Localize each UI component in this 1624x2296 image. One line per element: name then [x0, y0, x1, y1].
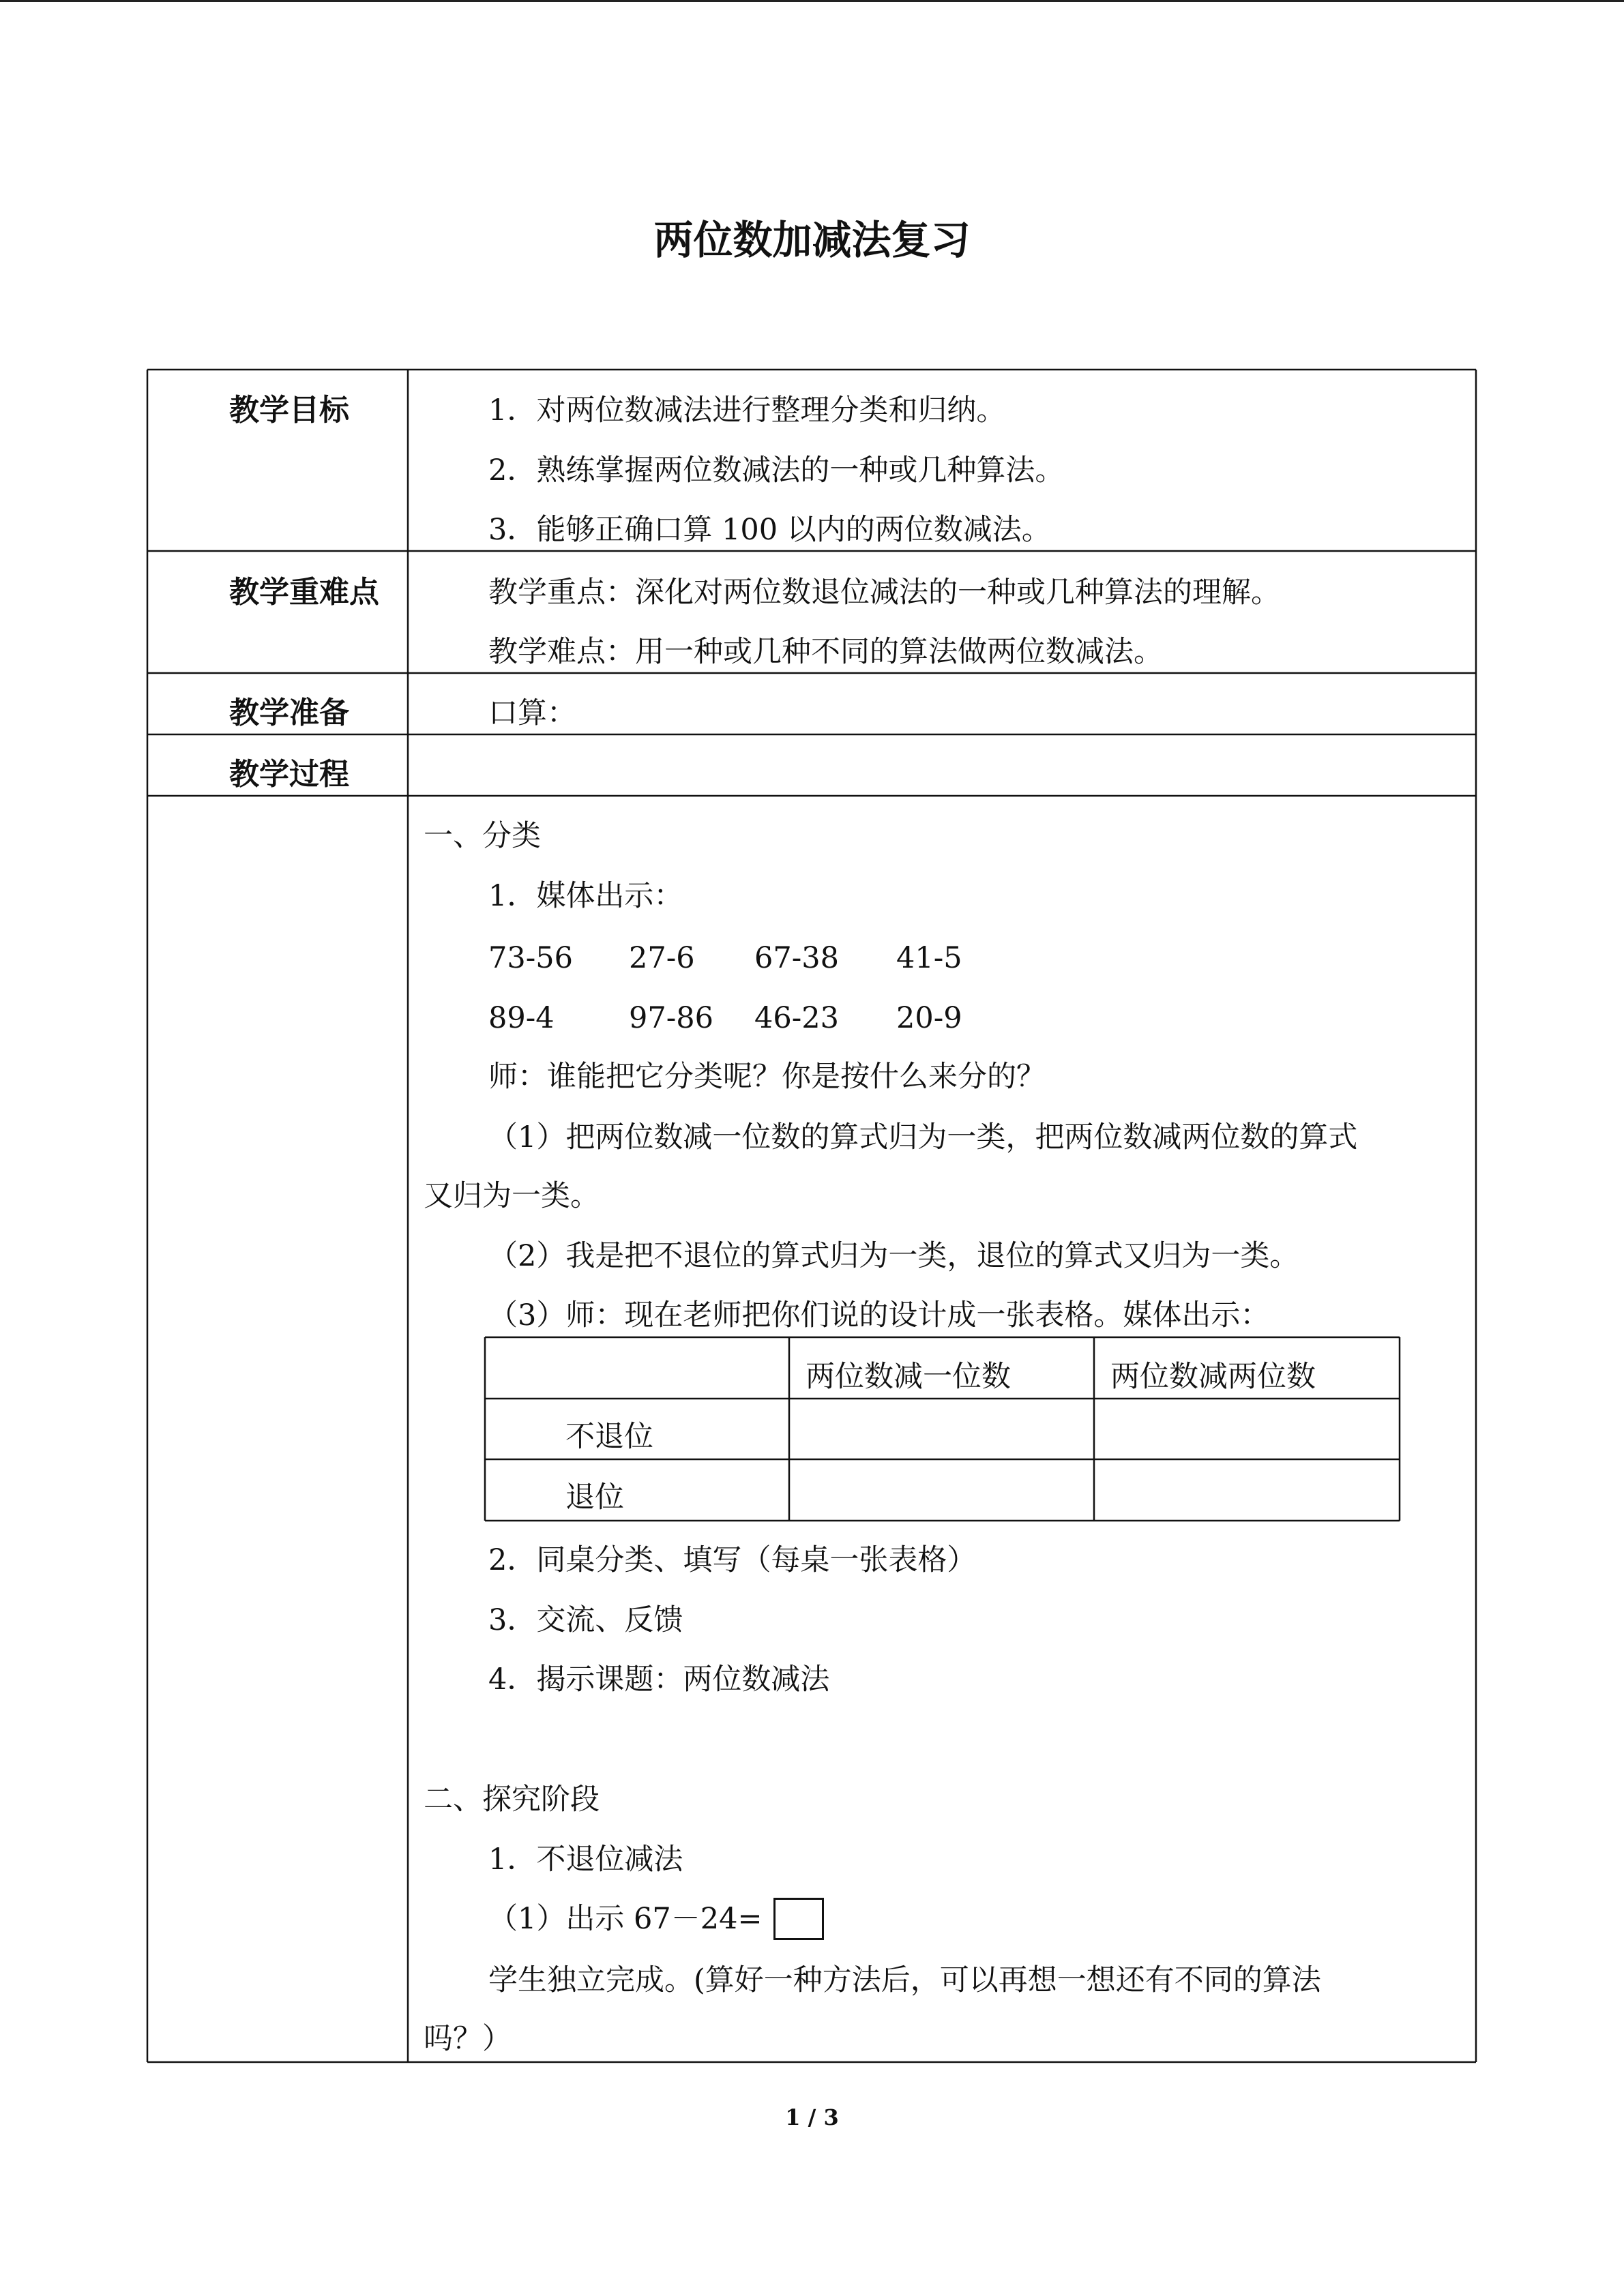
- sub-step-title: 1．不退位减法: [488, 1843, 683, 1877]
- expression: 97-86: [629, 1001, 713, 1035]
- key-point-item: 教学重点：深化对两位数退位减法的一种或几种算法的理解。: [488, 576, 1280, 610]
- student-answer: （1）把两位数减一位数的算式归为一类，把两位数减两位数的算式: [488, 1120, 1358, 1154]
- key-point-item: 教学难点：用一种或几种不同的算法做两位数减法。: [488, 635, 1163, 669]
- show-expression: （1）出示 67－24=: [488, 1902, 763, 1936]
- page-title: 两位数加减法复习: [653, 217, 971, 263]
- step-item: 2．同桌分类、填写（每桌一张表格）: [488, 1543, 977, 1577]
- expression: 20-9: [896, 1001, 962, 1035]
- step-item: 4．揭示课题：两位数减法: [488, 1663, 830, 1697]
- teacher-question: 师：谁能把它分类呢？你是按什么来分的？: [488, 1060, 1046, 1094]
- page-number: 1 / 3: [785, 2104, 839, 2130]
- section-1-title: 一、分类: [424, 819, 541, 853]
- inner-table-row-label: 退位: [565, 1480, 624, 1515]
- answer-blank-box: [773, 1898, 824, 1940]
- expression: 27-6: [629, 941, 695, 975]
- objective-item: 3．能够正确口算 100 以内的两位数减法。: [488, 513, 1051, 547]
- label-key-points: 教学重难点: [229, 575, 379, 610]
- step-item: 3．交流、反馈: [488, 1603, 683, 1637]
- label-process: 教学过程: [229, 757, 349, 792]
- inner-table-header: 两位数减两位数: [1110, 1360, 1316, 1394]
- teacher-statement: （3）师：现在老师把你们说的设计成一张表格。媒体出示：: [488, 1298, 1270, 1332]
- media-show-label: 1．媒体出示：: [488, 879, 683, 913]
- expression: 46-23: [754, 1001, 839, 1035]
- objective-item: 2．熟练掌握两位数减法的一种或几种算法。: [488, 453, 1065, 488]
- section-2-title: 二、探究阶段: [424, 1783, 600, 1817]
- student-task: 学生独立完成。(算好一种方法后，可以再想一想还有不同的算法: [488, 1963, 1321, 1997]
- inner-table-row-label: 不退位: [565, 1420, 653, 1454]
- label-objectives: 教学目标: [229, 393, 349, 428]
- expression: 67-38: [754, 941, 839, 975]
- expression: 89-4: [488, 1001, 555, 1035]
- student-answer: （2）我是把不退位的算式归为一类，退位的算式又归为一类。: [488, 1239, 1299, 1273]
- page-top-border: [0, 0, 1624, 2]
- label-preparation: 教学准备: [229, 696, 349, 730]
- inner-table-header: 两位数减一位数: [806, 1360, 1011, 1394]
- preparation-text: 口算：: [488, 696, 576, 730]
- objective-item: 1．对两位数减法进行整理分类和归纳。: [488, 393, 1006, 428]
- student-task-continued: 吗？）: [424, 2022, 512, 2056]
- expression: 73-56: [488, 941, 573, 975]
- student-answer-continued: 又归为一类。: [424, 1179, 600, 1213]
- expression: 41-5: [896, 941, 962, 975]
